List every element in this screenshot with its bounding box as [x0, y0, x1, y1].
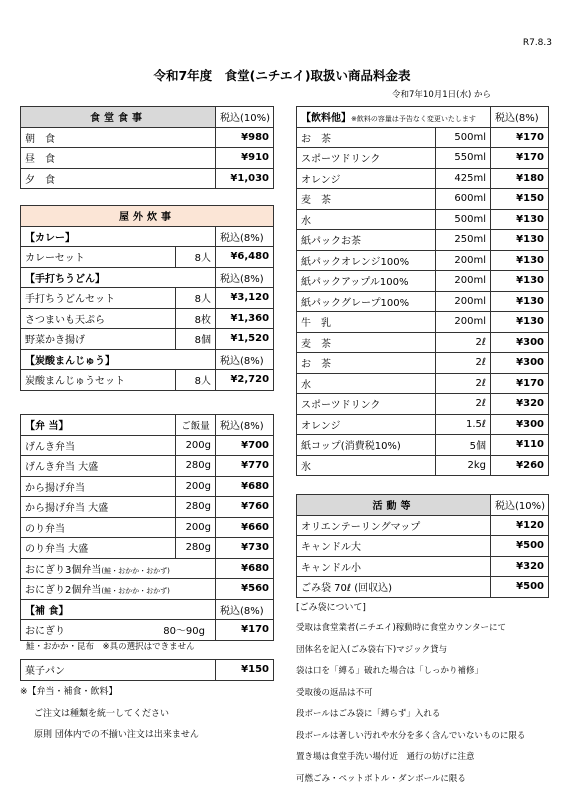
- rice-header: ご飯量: [176, 415, 216, 436]
- activities-table: [296, 494, 549, 598]
- item-price: ¥700: [216, 435, 274, 456]
- table-row: [297, 148, 549, 169]
- item-name: ごみ袋 70ℓ (回収込): [297, 577, 491, 598]
- item-name: 夕 食: [21, 168, 216, 189]
- table-row: [21, 288, 274, 309]
- section-manju: 【炭酸まんじゅう】: [21, 349, 216, 370]
- item-price: ¥150: [216, 660, 274, 681]
- item-qty: 80～90g: [163, 626, 205, 638]
- item-price: ¥500: [491, 536, 549, 557]
- item-name: 紙パックグレープ100%: [297, 291, 436, 312]
- item-price: ¥130: [491, 312, 549, 333]
- item-price: ¥130: [491, 291, 549, 312]
- item-vol: 200ml: [436, 250, 491, 271]
- item-vol: 2ℓ: [436, 373, 491, 394]
- item-vol: 500ml: [436, 127, 491, 148]
- item-name: キャンドル小: [297, 556, 491, 577]
- item-vol: 425ml: [436, 168, 491, 189]
- table-row: [21, 127, 274, 148]
- item-name: 炭酸まんじゅうセット: [21, 370, 176, 391]
- table-row: [297, 209, 549, 230]
- item-name: オリエンテーリングマップ: [297, 515, 491, 536]
- item-name: 紙パックアップル100%: [297, 271, 436, 292]
- item-price: ¥130: [491, 230, 549, 251]
- item-price: ¥300: [491, 353, 549, 374]
- table-row: [21, 456, 274, 477]
- item-price: ¥260: [491, 455, 549, 476]
- item-price: ¥300: [491, 332, 549, 353]
- onigiri-note: 鮭・おかか・昆布 ※具の選択はできません: [26, 642, 195, 652]
- meals-header: 食堂食事: [21, 107, 216, 128]
- item-vol: 2ℓ: [436, 353, 491, 374]
- drinks-title-label: 【飲料他】: [301, 113, 351, 125]
- item-name: [21, 579, 216, 600]
- table-row: [21, 497, 274, 518]
- table-row: [297, 455, 549, 476]
- item-price: ¥320: [491, 556, 549, 577]
- table-row: [21, 476, 274, 497]
- table-row: [21, 660, 274, 681]
- table-row: [297, 373, 549, 394]
- item-qty: 8人: [176, 247, 216, 268]
- left-note: 原則 団体内での不揃い注文は出来ません: [34, 730, 199, 740]
- garbage-note: 袋は口を「縛る」破れた場合は「しっかり補修」: [296, 666, 484, 676]
- item-name: げんき弁当: [21, 435, 176, 456]
- table-row: [297, 250, 549, 271]
- item-price: ¥110: [491, 435, 549, 456]
- garbage-note: 受取は食堂業者(ニチエイ)稼動時に食堂カウンターにて: [296, 623, 506, 633]
- item-rice: 280g: [176, 538, 216, 559]
- drinks-title-note: ※飲料の容量は予告なく変更いたします: [351, 115, 476, 124]
- section-tax: 税込(8%): [216, 267, 274, 288]
- left-note: ご注文は種類を統一してください: [34, 709, 170, 719]
- item-name: スポーツドリンク: [297, 394, 436, 415]
- item-rice: 200g: [176, 476, 216, 497]
- item-price: ¥320: [491, 394, 549, 415]
- item-vol: 5個: [436, 435, 491, 456]
- item-price: ¥3,120: [216, 288, 274, 309]
- item-name: のり弁当 大盛: [21, 538, 176, 559]
- item-vol: 1.5ℓ: [436, 414, 491, 435]
- item-price: ¥130: [491, 209, 549, 230]
- item-label: おにぎり2個弁当: [25, 585, 102, 597]
- item-name: キャンドル大: [297, 536, 491, 557]
- item-name: 水: [297, 373, 436, 394]
- revision-code: R7.8.3: [522, 38, 552, 48]
- item-price: ¥910: [216, 148, 274, 169]
- table-row: [21, 538, 274, 559]
- item-rice: 200g: [176, 517, 216, 538]
- table-row: [21, 558, 274, 579]
- drinks-table: [296, 106, 549, 476]
- item-name: げんき弁当 大盛: [21, 456, 176, 477]
- garbage-note: 置き場は食堂手洗い場付近 通行の妨げに注意: [296, 752, 475, 762]
- table-row: [21, 329, 274, 350]
- snack-title: 【補 食】: [21, 599, 216, 620]
- item-price: ¥6,480: [216, 247, 274, 268]
- item-price: ¥1,520: [216, 329, 274, 350]
- table-row: [21, 370, 274, 391]
- snack-tax: 税込(8%): [216, 599, 274, 620]
- table-row: [21, 168, 274, 189]
- table-row: [297, 230, 549, 251]
- item-name: 紙コップ(消費税10%): [297, 435, 436, 456]
- item-qty: 8個: [176, 329, 216, 350]
- item-note: (鮭・おかか・おかず): [101, 587, 170, 596]
- table-row: [297, 536, 549, 557]
- meals-table: [20, 106, 274, 189]
- item-price: ¥730: [216, 538, 274, 559]
- table-row: [297, 515, 549, 536]
- item-name: 氷: [297, 455, 436, 476]
- item-vol: 2kg: [436, 455, 491, 476]
- item-qty: 8枚: [176, 308, 216, 329]
- item-vol: 550ml: [436, 148, 491, 169]
- table-row: [297, 189, 549, 210]
- table-row: [297, 353, 549, 374]
- drinks-title: [297, 107, 491, 128]
- item-name: お 茶: [297, 353, 436, 374]
- item-name: から揚げ弁当 大盛: [21, 497, 176, 518]
- table-row: [297, 435, 549, 456]
- garbage-note-title: [ごみ袋について]: [296, 603, 366, 613]
- garbage-note: 段ボールは著しい汚れや水分を多く含んでいないものに限る: [296, 731, 526, 741]
- item-note: (鮭・おかか・おかず): [101, 566, 170, 575]
- left-note-title: ※【弁当・補食・飲料】: [20, 687, 118, 697]
- item-vol: 2ℓ: [436, 394, 491, 415]
- page-title: 令和7年度 食堂(ニチエイ)取扱い商品料金表: [153, 68, 411, 83]
- item-price: ¥680: [216, 558, 274, 579]
- item-price: ¥560: [216, 579, 274, 600]
- table-row: [21, 148, 274, 169]
- item-price: ¥170: [491, 127, 549, 148]
- item-price: ¥130: [491, 250, 549, 271]
- item-name: 朝 食: [21, 127, 216, 148]
- item-rice: 280g: [176, 456, 216, 477]
- item-price: ¥1,030: [216, 168, 274, 189]
- item-label: おにぎり: [25, 626, 65, 638]
- item-price: ¥2,720: [216, 370, 274, 391]
- section-curry: 【カレー】: [21, 226, 216, 247]
- item-price: ¥500: [491, 577, 549, 598]
- item-price: ¥120: [491, 515, 549, 536]
- table-row: [21, 620, 274, 641]
- table-row: [21, 247, 274, 268]
- item-price: ¥660: [216, 517, 274, 538]
- item-rice: 200g: [176, 435, 216, 456]
- item-name: [21, 620, 216, 641]
- item-name: から揚げ弁当: [21, 476, 176, 497]
- section-tax: 税込(8%): [216, 349, 274, 370]
- bento-tax: 税込(8%): [216, 415, 274, 436]
- item-vol: 500ml: [436, 209, 491, 230]
- item-name: 菓子パン: [21, 660, 216, 681]
- item-price: ¥150: [491, 189, 549, 210]
- item-name: 野菜かき揚げ: [21, 329, 176, 350]
- item-name: 手打ちうどんセット: [21, 288, 176, 309]
- table-row: [297, 127, 549, 148]
- item-price: ¥1,360: [216, 308, 274, 329]
- table-row: [297, 556, 549, 577]
- garbage-note: 団体名を記入(ごみ袋右下)マジック貸与: [296, 645, 448, 655]
- table-row: [297, 332, 549, 353]
- table-row: [21, 435, 274, 456]
- table-row: [21, 579, 274, 600]
- item-price: ¥980: [216, 127, 274, 148]
- item-name: 麦 茶: [297, 189, 436, 210]
- item-price: ¥130: [491, 271, 549, 292]
- bento-table: [20, 414, 274, 641]
- item-name: カレーセット: [21, 247, 176, 268]
- activities-tax: 税込(10%): [491, 495, 549, 516]
- garbage-note: 受取後の返品は不可: [296, 688, 373, 698]
- item-price: ¥170: [491, 373, 549, 394]
- item-name: お 茶: [297, 127, 436, 148]
- section-udon: 【手打ちうどん】: [21, 267, 216, 288]
- item-price: ¥180: [491, 168, 549, 189]
- effective-date: 令和7年10月1日(水) から: [392, 90, 491, 100]
- item-vol: 2ℓ: [436, 332, 491, 353]
- item-vol: 250ml: [436, 230, 491, 251]
- item-vol: 600ml: [436, 189, 491, 210]
- item-price: ¥680: [216, 476, 274, 497]
- item-name: 昼 食: [21, 148, 216, 169]
- garbage-note: 段ボールはごみ袋に「縛らず」入れる: [296, 709, 441, 719]
- table-row: [21, 517, 274, 538]
- table-row: [21, 308, 274, 329]
- item-name: 牛 乳: [297, 312, 436, 333]
- section-tax: 税込(8%): [216, 226, 274, 247]
- pan-table: [20, 659, 274, 681]
- drinks-tax: 税込(8%): [491, 107, 549, 128]
- item-name: のり弁当: [21, 517, 176, 538]
- item-name: 紙パックオレンジ100%: [297, 250, 436, 271]
- activities-header: 活動等: [297, 495, 491, 516]
- item-name: さつまいも天ぷら: [21, 308, 176, 329]
- garbage-note: 可燃ごみ・ペットボトル・ダンボールに限る: [296, 774, 466, 784]
- item-price: ¥170: [216, 620, 274, 641]
- item-name: スポーツドリンク: [297, 148, 436, 169]
- item-vol: 200ml: [436, 312, 491, 333]
- item-rice: 280g: [176, 497, 216, 518]
- table-row: [297, 312, 549, 333]
- item-name: オレンジ: [297, 414, 436, 435]
- item-price: ¥770: [216, 456, 274, 477]
- item-qty: 8人: [176, 370, 216, 391]
- item-vol: 200ml: [436, 291, 491, 312]
- item-name: 麦 茶: [297, 332, 436, 353]
- outdoor-table: [20, 205, 274, 391]
- item-vol: 200ml: [436, 271, 491, 292]
- item-name: 水: [297, 209, 436, 230]
- item-qty: 8人: [176, 288, 216, 309]
- table-row: [297, 394, 549, 415]
- bento-title: 【弁 当】: [21, 415, 176, 436]
- item-price: ¥300: [491, 414, 549, 435]
- item-name: [21, 558, 216, 579]
- item-name: 紙パックお茶: [297, 230, 436, 251]
- item-price: ¥760: [216, 497, 274, 518]
- table-row: [297, 291, 549, 312]
- item-price: ¥170: [491, 148, 549, 169]
- item-label: おにぎり3個弁当: [25, 564, 102, 576]
- item-name: オレンジ: [297, 168, 436, 189]
- table-row: [297, 271, 549, 292]
- outdoor-header: 屋外炊事: [21, 206, 274, 227]
- meals-tax: 税込(10%): [216, 107, 274, 128]
- table-row: [297, 168, 549, 189]
- table-row: [297, 577, 549, 598]
- table-row: [297, 414, 549, 435]
